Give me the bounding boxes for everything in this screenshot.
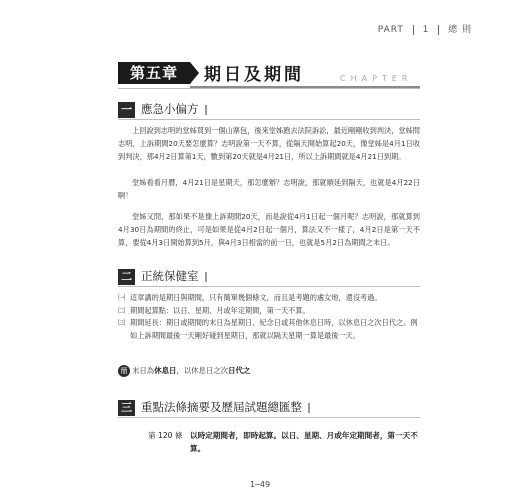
point-list xyxy=(118,292,420,342)
section-number: 二 xyxy=(118,269,135,285)
section-title: 重點法條摘要及歷屆試題總匯整 xyxy=(141,400,302,414)
list-item xyxy=(118,292,420,305)
list-item xyxy=(118,317,420,342)
chapter-arrow-shape xyxy=(190,62,199,84)
chapter-rule-thin xyxy=(118,88,420,89)
note-text: 末日為 xyxy=(132,366,155,375)
paragraph: 堂姊又問，那如果不是像上訴期間20天，而是說從4月1日起一個月呢？志明說，那就算到4月30日為期間的終止，可是如果是從4月2日起一個月，算法又不一樣了，4月2日是第一天不算，要從4月3日開始算到5月，與4月3日相當的前一日，也就是5月2日為期間之末日。 xyxy=(118,212,420,247)
list-marker: ㈡ xyxy=(118,305,126,315)
list-item xyxy=(118,305,420,318)
heading-tick xyxy=(205,105,207,115)
chapter-title: 期日及期間 xyxy=(204,65,304,85)
article-text: 以時定期間者，即時起算。以日、星期、月或年定期間者，第一天不算。 xyxy=(190,431,418,453)
section-title: 正統保健室 xyxy=(141,269,199,283)
part-number: 1 xyxy=(422,25,430,35)
list-text: 期間起算點：以日、星期、月或年定期間，第一天不算。 xyxy=(130,305,310,315)
chapter-english: CHAPTER xyxy=(340,74,413,83)
note-badge: 簡 xyxy=(118,365,130,377)
running-head xyxy=(378,22,472,35)
summary-note xyxy=(118,365,250,377)
heading-tick xyxy=(308,403,310,413)
paragraph: 堂姊看看月曆，4月21日是星期天，那怎麼辦？志明說，那就順延到隔天，也就是4月22日啊！ xyxy=(118,178,420,200)
page-number: 1─49 xyxy=(249,480,271,489)
list-text: 期間延長：期日或期間的末日為星期日、紀念日或其他休息日時，以休息日之次日代之。例如上訴期間最後一天剛好碰到星期日，那就以隔天星期一算是最後一天。 xyxy=(130,318,418,340)
article-number: 第 120 條 xyxy=(148,431,183,440)
part-section: 總 則 xyxy=(448,25,472,35)
note-emphasis: 休息日 xyxy=(154,366,177,375)
part-label: PART xyxy=(377,25,404,35)
list-marker: ㈠ xyxy=(118,293,126,302)
chapter-label: 第五章 xyxy=(118,62,190,84)
note-emphasis: 日代之 xyxy=(228,366,251,375)
list-text: 這章講的是期日與期間，只有簡單幾個條文，而且是考題的處女地，還沒考過。 xyxy=(130,293,382,302)
divider xyxy=(438,25,439,35)
section-title: 應急小偏方 xyxy=(141,102,199,116)
section-heading-2 xyxy=(118,268,207,285)
paragraph: 上回說到志明的堂姊買到一個山寨包，後來堂姊跑去法院訴訟，最近剛剛收到判決，堂姊問志明，上訴期間20天要怎麼算？志明說第一天不算，從隔天開始算起20天，像堂姊是4月1日收到判決，那4月2日算第1天，數到第20天就是4月21日，所以上訴期間就是4月21日到期。 xyxy=(118,126,420,161)
divider xyxy=(413,25,414,35)
heading-tick xyxy=(205,272,207,282)
section-number: 一 xyxy=(118,102,135,118)
section-heading-3 xyxy=(118,399,310,416)
section-number: 三 xyxy=(118,400,135,416)
section-rule xyxy=(118,286,420,287)
section-rule xyxy=(118,119,420,120)
section-heading-1 xyxy=(118,101,207,118)
note-text: ，以休息日之次 xyxy=(176,366,229,375)
section-rule xyxy=(118,417,420,418)
list-marker: ㈢ xyxy=(118,318,126,327)
